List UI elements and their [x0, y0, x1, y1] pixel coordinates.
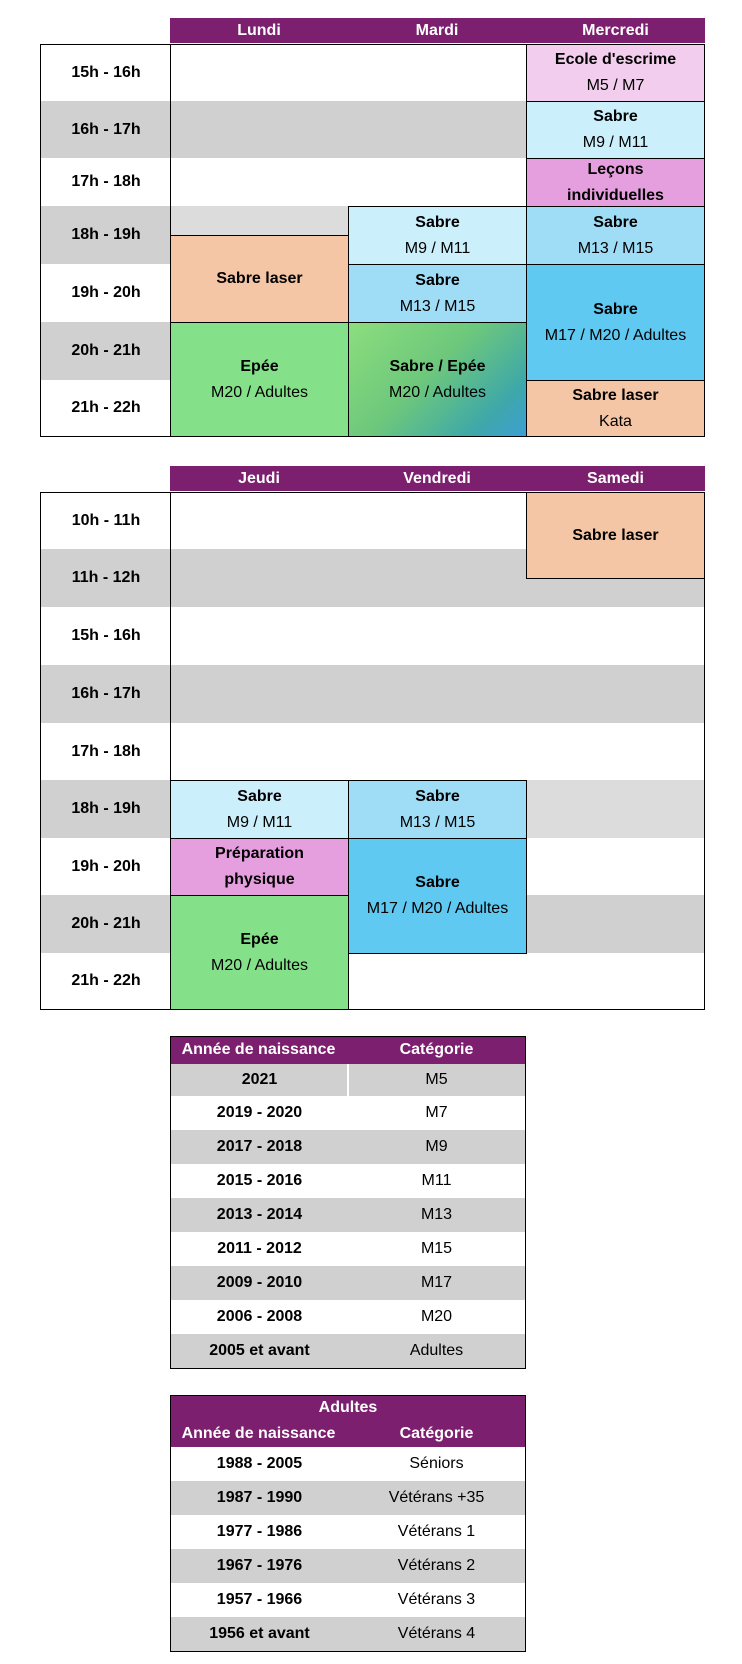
- event-subtitle: M17 / M20 / Adultes: [544, 326, 687, 344]
- event-title: Epée: [240, 930, 279, 948]
- event-subtitle: Kata: [599, 412, 632, 430]
- birth-year-cell: 1977 - 1986: [216, 1523, 303, 1540]
- event-title: Sabre: [593, 300, 638, 318]
- event-subtitle: M17 / M20 / Adultes: [366, 900, 509, 917]
- day-header-lundi: Lundi: [170, 18, 348, 43]
- event-title: Ecole d'escrime: [554, 51, 677, 68]
- birth-year-cell: 1987 - 1990: [216, 1489, 303, 1506]
- event-title: Sabre / Epée: [389, 357, 486, 375]
- day-header-samedi: Samedi: [526, 466, 705, 491]
- event-title: Epée: [240, 357, 279, 375]
- birth-year-cell: 2009 - 2010: [216, 1274, 303, 1291]
- day-header-mercredi: Mercredi: [526, 18, 705, 43]
- event-title: Préparation: [215, 845, 304, 862]
- time-column-divider: [170, 492, 171, 1010]
- category-cell: Séniors: [409, 1455, 464, 1472]
- birth-year-cell: 2005 et avant: [209, 1342, 310, 1359]
- event-title: Sabre: [415, 787, 460, 805]
- category-cell: Vétérans 3: [397, 1591, 476, 1608]
- category-cell: M11: [421, 1172, 452, 1189]
- col-header-category: Catégorie: [347, 1036, 526, 1064]
- category-cell: Vétérans +35: [388, 1489, 485, 1506]
- category-cell: M13: [420, 1206, 453, 1223]
- col-header-birth-year: Année de naissance: [170, 1421, 347, 1447]
- time-label: 17h - 18h: [71, 742, 141, 760]
- category-cell: M9: [425, 1138, 448, 1155]
- event-title: Sabre: [593, 213, 638, 231]
- birth-year-cell: 2006 - 2008: [216, 1308, 303, 1325]
- schedule-frame: [40, 492, 705, 1010]
- event-subtitle: M5 / M7: [586, 77, 645, 94]
- event-subtitle: M13 / M15: [399, 297, 476, 315]
- table-frame: [170, 1036, 526, 1369]
- event-subtitle: M13 / M15: [577, 239, 654, 257]
- category-cell: M15: [420, 1240, 453, 1257]
- category-cell: M17: [420, 1274, 453, 1291]
- table-frame: [170, 1395, 526, 1652]
- category-cell: Vétérans 4: [397, 1625, 476, 1642]
- time-label: 20h - 21h: [71, 342, 141, 359]
- event-subtitle: M13 / M15: [399, 813, 476, 831]
- time-label: 15h - 16h: [71, 627, 141, 644]
- time-label: 16h - 17h: [71, 685, 141, 702]
- event-title: Sabre laser: [216, 270, 303, 287]
- event-subtitle: M9 / M11: [582, 134, 649, 151]
- event-title: physique: [224, 871, 295, 888]
- event-subtitle: M20 / Adultes: [211, 956, 308, 974]
- event-title: Sabre: [415, 213, 460, 231]
- event-subtitle: M20 / Adultes: [211, 383, 308, 401]
- birth-year-cell: 2015 - 2016: [216, 1172, 303, 1189]
- time-label: 10h - 11h: [71, 511, 141, 529]
- col-header-category: Catégorie: [347, 1421, 526, 1447]
- birth-year-cell: 2017 - 2018: [216, 1138, 303, 1155]
- birth-year-cell: 2021: [241, 1071, 278, 1088]
- event-subtitle: M9 / M11: [226, 813, 293, 831]
- adults-title: Adultes: [170, 1395, 526, 1421]
- col-header-birth-year: Année de naissance: [170, 1036, 347, 1064]
- event-subtitle: M20 / Adultes: [389, 383, 486, 401]
- day-header-vendredi: Vendredi: [348, 466, 526, 491]
- time-label: 17h - 18h: [71, 173, 141, 190]
- category-cell: M5: [425, 1071, 448, 1088]
- time-label: 18h - 19h: [71, 800, 141, 817]
- time-label: 19h - 20h: [71, 857, 141, 875]
- category-cell: M20: [420, 1308, 453, 1325]
- event-title: Sabre laser: [572, 386, 659, 404]
- event-title: individuelles: [567, 186, 664, 204]
- event-title: Sabre: [415, 874, 460, 891]
- category-cell: Adultes: [409, 1342, 464, 1359]
- birth-year-cell: 2011 - 2012: [217, 1240, 302, 1257]
- day-header-jeudi: Jeudi: [170, 466, 348, 491]
- time-label: 21h - 22h: [71, 972, 141, 989]
- schedule-frame: [40, 44, 705, 437]
- event-title: Sabre: [237, 787, 282, 805]
- birth-year-cell: 1956 et avant: [209, 1625, 310, 1642]
- time-label: 16h - 17h: [71, 120, 141, 138]
- event-subtitle: M9 / M11: [404, 239, 471, 257]
- birth-year-cell: 1957 - 1966: [216, 1591, 303, 1608]
- time-column-divider: [170, 44, 171, 437]
- category-cell: M7: [425, 1104, 448, 1121]
- category-cell: Vétérans 1: [397, 1523, 476, 1540]
- birth-year-cell: 2019 - 2020: [216, 1104, 303, 1121]
- day-header-mardi: Mardi: [348, 18, 526, 43]
- birth-year-cell: 1967 - 1976: [216, 1557, 303, 1574]
- event-title: Sabre: [593, 108, 638, 125]
- event-title: Sabre: [415, 271, 460, 289]
- birth-year-cell: 2013 - 2014: [216, 1206, 303, 1223]
- time-label: 20h - 21h: [71, 915, 141, 932]
- time-label: 11h - 12h: [71, 569, 141, 586]
- time-label: 19h - 20h: [71, 284, 141, 301]
- event-title: Sabre laser: [572, 526, 659, 544]
- time-label: 15h - 16h: [71, 64, 141, 81]
- time-label: 21h - 22h: [71, 399, 141, 416]
- time-label: 18h - 19h: [71, 226, 141, 243]
- event-title: Leçons: [587, 160, 644, 178]
- category-cell: Vétérans 2: [397, 1557, 476, 1574]
- birth-year-cell: 1988 - 2005: [216, 1455, 303, 1472]
